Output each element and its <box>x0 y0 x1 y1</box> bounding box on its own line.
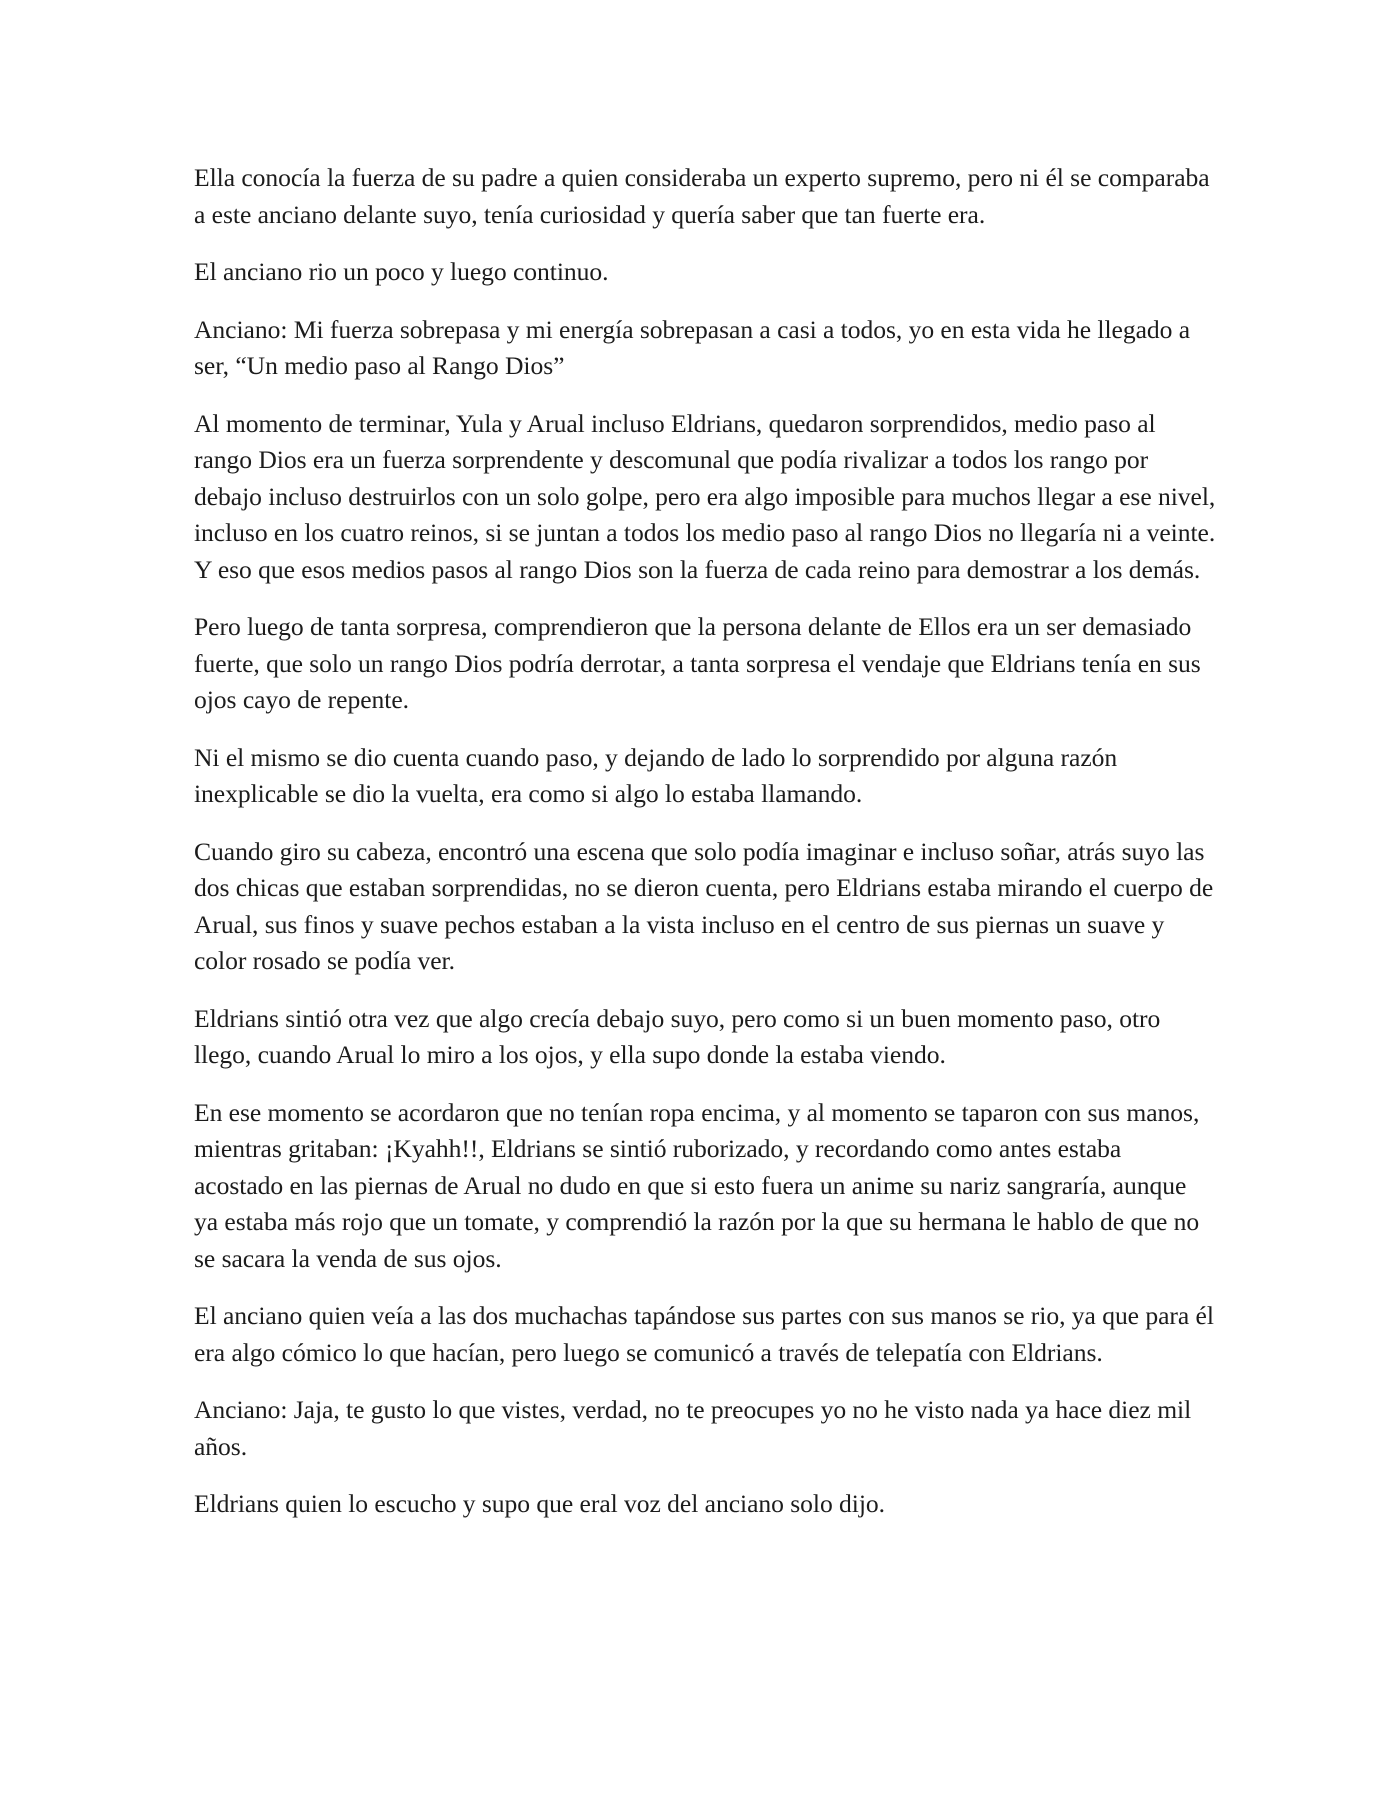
paragraph: Anciano: Jaja, te gusto lo que vistes, verdad, no te preocupes yo no he visto nada ya hace diez mil años. <box>194 1395 1192 1461</box>
paragraph: En ese momento se acordaron que no tenían ropa encima, y al momento se taparon con sus manos, mientras gritaban: ¡Kyahh!!, Eldrians se sintió ruborizado, y recordando como antes estaba acostado en las piernas de Arual no dudo en que si esto fuera un anime su nariz sangraría, aunque ya estaba más rojo que un tomate, y comprendió la razón por la que su hermana le hablo de que no se sacara la venda de sus ojos. <box>194 1097 1200 1273</box>
paragraph: Ella conocía la fuerza de su padre a quien consideraba un experto supremo, pero ni él se comparaba a este anciano delante suyo, tenía curiosidad y quería saber que tan fuerte era. <box>194 163 1210 229</box>
paragraph: Al momento de terminar, Yula y Arual incluso Eldrians, quedaron sorprendidos, medio paso al rango Dios era un fuerza sorprendente y descomunal que podía rivalizar a todos los rango por debajo incluso destruirlos con un solo golpe, pero era algo imposible para muchos llegar a ese nivel, incluso en los cuatro reinos, si se juntan a todos los medio paso al rango Dios no llegaría ni a veinte. Y eso que esos medios pasos al rango Dios son la fuerza de cada reino para demostrar a los demás. <box>194 408 1216 584</box>
paragraph: Cuando giro su cabeza, encontró una escena que solo podía imaginar e incluso soñar, atrás suyo las dos chicas que estaban sorprendidas, no se dieron cuenta, pero Eldrians estaba mirando el cuerpo de Arual, sus finos y suave pechos estaban a la vista incluso en el centro de sus piernas un suave y color rosado se podía ver. <box>194 836 1214 975</box>
paragraph: Ni el mismo se dio cuenta cuando paso, y dejando de lado lo sorprendido por alguna razón inexplicable se dio la vuelta, era como si algo lo estaba llamando. <box>194 742 1118 808</box>
paragraph: Pero luego de tanta sorpresa, comprendieron que la persona delante de Ellos era un ser demasiado fuerte, que solo un rango Dios podría derrotar, a tanta sorpresa el vendaje que Eldrians tenía en sus ojos cayo de repente. <box>194 612 1201 714</box>
paragraph: Anciano: Mi fuerza sobrepasa y mi energía sobrepasan a casi a todos, yo en esta vida he llegado a ser, “Un medio paso al Rango Dios” <box>194 314 1191 380</box>
paragraph: El anciano quien veía a las dos muchachas tapándose sus partes con sus manos se rio, ya que para él era algo cómico lo que hacían, pero luego se comunicó a través de telepatía con Eldrians. <box>194 1301 1214 1367</box>
paragraph: Eldrians sintió otra vez que algo crecía debajo suyo, pero como si un buen momento paso, otro llego, cuando Arual lo miro a los ojos, y ella supo donde la estaba viendo. <box>194 1003 1161 1069</box>
paragraph: Eldrians quien lo escucho y supo que eral voz del anciano solo dijo. <box>194 1489 886 1518</box>
paragraph: El anciano rio un poco y luego continuo. <box>194 257 609 286</box>
document-body <box>194 160 1216 1544</box>
